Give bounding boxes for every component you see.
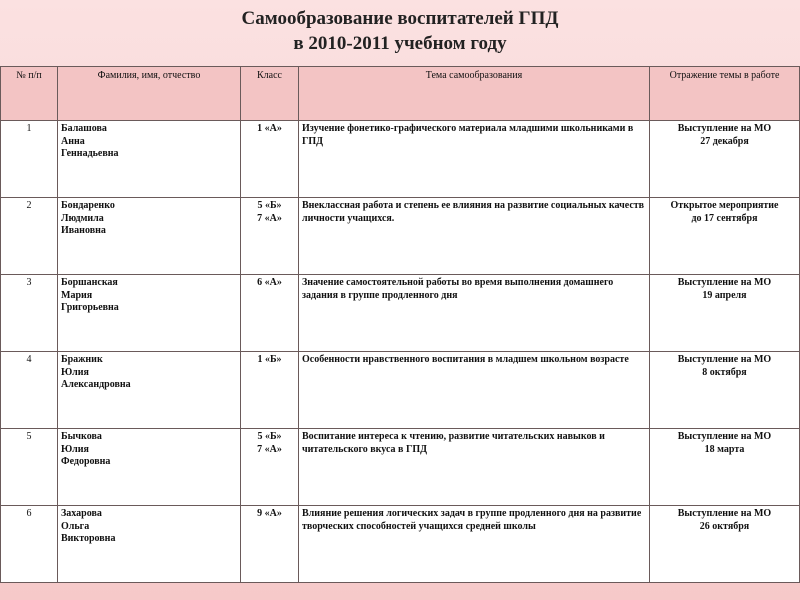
teacher-name-line: Геннадьевна — [61, 148, 119, 159]
teacher-name-line: Викторовна — [61, 533, 116, 544]
reflection-cell — [650, 352, 800, 429]
teacher-name-line: Людмила — [61, 212, 104, 224]
table-row — [1, 198, 800, 275]
teacher-name-line: Федоровна — [61, 456, 111, 467]
class-value: 7 «А» — [257, 443, 282, 455]
teacher-name-line: Юлия — [61, 443, 89, 455]
reflection-line: Выступление на МО — [677, 123, 772, 134]
reflection-cell — [650, 121, 800, 198]
row-number: 5 — [1, 429, 58, 506]
header-class: Класс — [241, 67, 299, 121]
row-number: 1 — [1, 121, 58, 198]
topic-cell: Воспитание интереса к чтению, развитие читательских навыков и читательского вкуса в ГПД — [299, 429, 650, 506]
teacher-name-line: Юлия — [61, 366, 89, 378]
reflection-line: до 17 сентября — [691, 212, 758, 224]
self-education-table — [0, 66, 800, 583]
row-number: 6 — [1, 506, 58, 583]
topic-cell: Внеклассная работа и степень ее влияния на развитие социальных качеств личности учащихся. — [299, 198, 650, 275]
topic-cell: Значение самостоятельной работы во время выполнения домашнего задания в группе продленного дня — [299, 275, 650, 352]
table-row — [1, 275, 800, 352]
class-value: 6 «А» — [257, 277, 282, 288]
reflection-line: 8 октября — [702, 366, 747, 378]
teacher-name — [58, 506, 241, 583]
teacher-name-line: Григорьевна — [61, 302, 119, 313]
teacher-name — [58, 275, 241, 352]
teacher-name-line: Александровна — [61, 379, 131, 390]
reflection-line: Выступление на МО — [677, 431, 772, 442]
row-number: 3 — [1, 275, 58, 352]
teacher-name-line: Бражник — [61, 354, 103, 365]
reflection-line: 19 апреля — [702, 289, 747, 301]
header-reflection: Отражение темы в работе — [650, 67, 800, 121]
teacher-name — [58, 121, 241, 198]
teacher-name — [58, 198, 241, 275]
table-header-row — [1, 67, 800, 121]
table-row — [1, 429, 800, 506]
teacher-name-line: Бондаренко — [61, 200, 115, 211]
row-number: 2 — [1, 198, 58, 275]
teacher-name-line: Бычкова — [61, 431, 102, 442]
class-value: 5 «Б» — [257, 200, 282, 211]
table-row — [1, 352, 800, 429]
reflection-line: 26 октября — [699, 520, 750, 532]
page-title — [0, 6, 800, 56]
teacher-name-line: Захарова — [61, 508, 102, 519]
teacher-name-line: Боршанская — [61, 277, 118, 288]
class-value: 1 «Б» — [257, 354, 282, 365]
teacher-name — [58, 352, 241, 429]
class-cell — [241, 352, 299, 429]
title-line-2: в 2010-2011 учебном году — [293, 33, 507, 54]
class-value: 1 «А» — [257, 123, 282, 134]
class-value: 9 «А» — [257, 508, 282, 519]
class-cell — [241, 121, 299, 198]
header-name: Фамилия, имя, отчество — [58, 67, 241, 121]
reflection-cell — [650, 275, 800, 352]
reflection-line: Выступление на МО — [677, 354, 772, 365]
topic-cell: Изучение фонетико-графического материала младшими школьниками в ГПД — [299, 121, 650, 198]
reflection-line: Открытое мероприятие — [670, 200, 779, 211]
class-value: 7 «А» — [257, 212, 282, 224]
reflection-line: 18 марта — [704, 443, 745, 455]
teacher-name-line: Балашова — [61, 123, 107, 134]
topic-cell: Особенности нравственного воспитания в младшем школьном возрасте — [299, 352, 650, 429]
teacher-name-line: Мария — [61, 289, 93, 301]
header-number: № п/п — [1, 67, 58, 121]
reflection-line: Выступление на МО — [677, 277, 772, 288]
reflection-cell — [650, 198, 800, 275]
header-topic: Тема самообразования — [299, 67, 650, 121]
table-row — [1, 121, 800, 198]
class-cell — [241, 198, 299, 275]
reflection-cell — [650, 506, 800, 583]
teacher-name — [58, 429, 241, 506]
class-cell — [241, 429, 299, 506]
title-line-1: Самообразование воспитателей ГПД — [241, 8, 559, 29]
topic-cell: Влияние решения логических задач в группе продленного дня на развитие творческих способностей учащихся средней школы — [299, 506, 650, 583]
class-cell — [241, 506, 299, 583]
class-value: 5 «Б» — [257, 431, 282, 442]
class-cell — [241, 275, 299, 352]
reflection-line: Выступление на МО — [677, 508, 772, 519]
reflection-line: 27 декабря — [700, 135, 749, 147]
teacher-name-line: Ольга — [61, 520, 90, 532]
row-number: 4 — [1, 352, 58, 429]
reflection-cell — [650, 429, 800, 506]
teacher-name-line: Ивановна — [61, 225, 106, 236]
teacher-name-line: Анна — [61, 135, 85, 147]
table-row — [1, 506, 800, 583]
